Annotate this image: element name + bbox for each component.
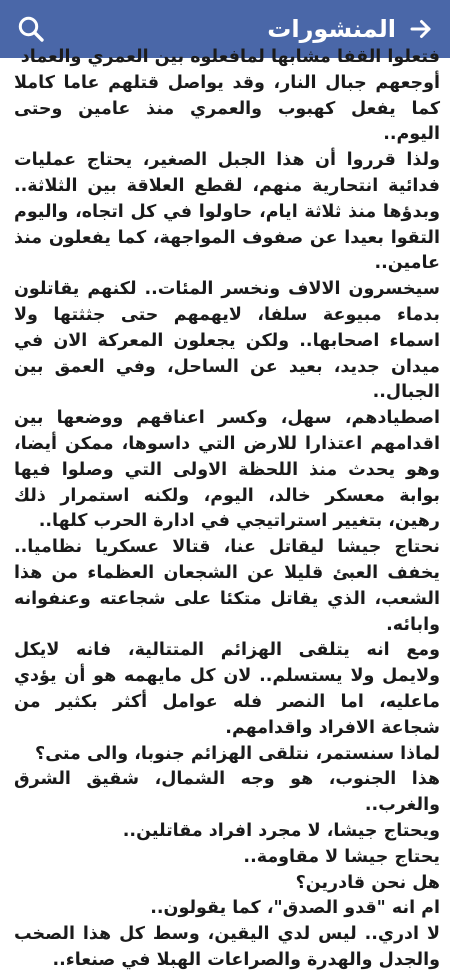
post-text <box>0 45 450 974</box>
paragraph: ومع انه يتلقى الهزائم المتتالية، فانه لايكل ولايمل ولا يستسلم.. لان كل مايهمه هو أن يؤدي ماعليه، اما النصر فله عوامل أكثر بكثير من شجاعة الافراد واقدامهم. <box>14 640 440 738</box>
paragraph: اصطيادهم، سهل، وكسر اعناقهم ووضعها بين اقدامهم اعتذارا للارض التي داسوها، ممكن أيضا، وهو يحدث منذ اللحظة الاولى التي وصلوا فيها بوابة معسكر خالد، اليوم، ولكنه استمرار ذلك رهين، بتغيير استراتيجي في ادارة الحرب كلها.. <box>14 408 440 532</box>
arrow-right-icon <box>409 17 433 41</box>
paragraph: لماذا سنستمر، نتلقى الهزائم جنوبا، والى متى؟ <box>35 743 440 764</box>
post-content <box>0 47 450 970</box>
paragraph: أوجعهم جبال النار، وقد يواصل قتلهم عاما كاملا كما يفعل كهبوب والعمري منذ عامين وحتى اليوم.. <box>14 72 440 145</box>
paragraph: يحتاج جيشا لا مقاومة.. <box>243 846 440 867</box>
page-title: المنشورات <box>267 15 396 43</box>
paragraph: ويحتاج جيشا، لا مجرد افراد مقاتلين.. <box>122 820 440 841</box>
paragraph: ام انه "قدو الصدق"، كما يقولون.. <box>150 898 440 919</box>
paragraph: هذا الجنوب، هو وجه الشمال، شقيق الشرق والغرب.. <box>14 769 440 816</box>
back-button[interactable] <box>406 14 436 44</box>
paragraph: سيخسرون الالاف ونخسر المئات.. لكنهم يقاتلون بدماء مبيوعة سلفا، لايهمهم حتى جثثتها ولا اسماء اصحابها.. ولكن يجعلون المعركة الان في ميدان جديد، بعيد عن الساحل، وفي العمق بين الجبال.. <box>14 279 440 403</box>
search-icon <box>17 15 45 43</box>
paragraph: ولذا قرروا أن هذا الجبل الصغير، يحتاج عمليات فدائية انتحارية منهم، لقطع العلاقة بين الثلاثة.. وبدؤها منذ ثلاثة ايام، حاولوا في كل اتجاه، واليوم التقوا بعيدا عن صفوف المواجهة، كما يفعلون منذ عامين.. <box>14 150 440 274</box>
paragraph: فتعلوا القفا مشابها لمافعلوه بين العمري والعماد <box>20 47 440 67</box>
paragraph: هل نحن قادرين؟ <box>295 872 440 893</box>
title-group <box>267 14 436 44</box>
search-button[interactable] <box>14 12 48 46</box>
paragraph: نحتاج جيشا ليقاتل عنا، قتالا عسكريا نظاميا.. يخفف العبئ قليلا عن الشجعان العظماء من هذا الشعب، الذي يقاتل متكئا على شجاعته وعنفوانه وابائه. <box>14 537 440 635</box>
paragraph: لا ادري.. ليس لدي اليقين، وسط كل هذا الصخب والجدل والهدرة والصراعات الهبلا في صنعاء.. <box>14 924 440 970</box>
